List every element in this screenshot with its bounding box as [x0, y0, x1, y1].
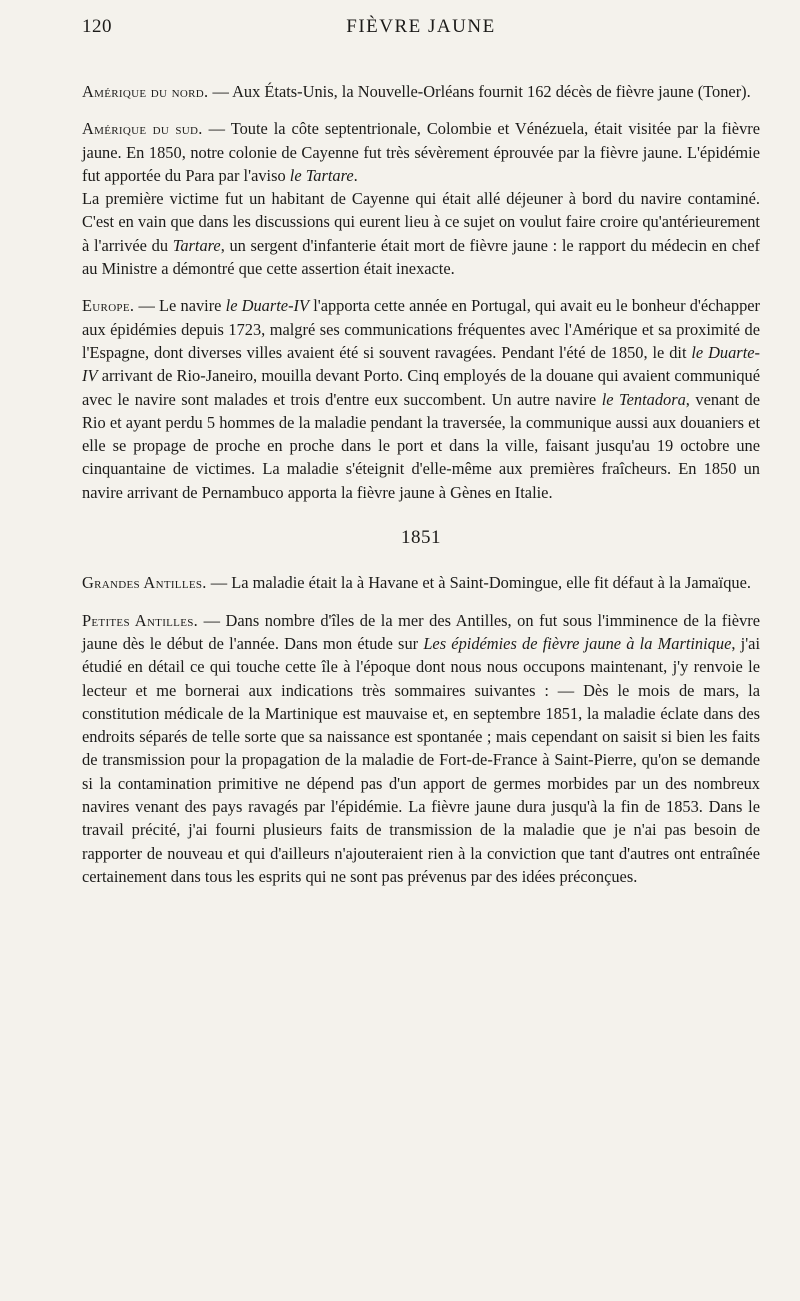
paragraph-text: — Toute la côte septentrionale, Colombie et Vénézuela, était visitée par la fièvre jaune. En 1850, notre colonie de Cayenne fut très sévèrement éprouvée par la fièvre jaune. L'épidémie fut apportée du Para par l'aviso — [82, 119, 760, 185]
ship-name: le Tartare — [289, 165, 354, 185]
paragraph-text: — Aux États-Unis, la Nouvelle-Orléans fournit 162 décès de fièvre jaune (Toner). — [208, 82, 751, 101]
section-lead-north-america: Amérique du nord. — [82, 82, 209, 101]
paragraph-north-america — [82, 80, 760, 103]
paragraph-text: . — [353, 165, 358, 185]
page-header — [82, 16, 760, 42]
paragraph-text: l'apporta cette année en Portugal, qui avait eu le bonheur d'échapper aux épidémies depuis 1723, malgré ses communications fréquentes avec l'Amérique et sa proximité de l'Espagne, dont diverses villes avaient été si souvent ravagées. Pendant l'été de 1850, le dit — [82, 296, 760, 362]
paragraph-text: , venant de Rio et ayant perdu 5 hommes de la maladie pendant la traversée, la communique aussi aux douaniers et elle se propage de proche en proche dans le port et dans la ville, faisant jusqu'au 19 octobre une cinquantaine de victimes. La maladie s'éteignit d'elle-même aux premières fraîcheurs. En 1850 un navire arrivant de Pernambuco apporta la fièvre jaune à Gènes en Italie. — [82, 389, 761, 502]
work-title: Les épidémies de fièvre jaune à la Martinique — [423, 633, 732, 653]
year-heading: 1851 — [401, 527, 441, 549]
paragraph-lesser-antilles — [82, 609, 760, 889]
paragraph-text: — Le navire — [134, 296, 226, 316]
ship-name: le Duarte-IV — [82, 342, 760, 386]
paragraph-text: — La maladie était la à Havane et à Saint-Domingue, elle fit défaut à la Jamaïque. — [206, 573, 751, 593]
paragraph-europe — [82, 294, 760, 504]
section-lead-lesser-antilles: Petites Antilles. — [82, 610, 199, 630]
section-lead-south-america: Amérique du sud. — [82, 119, 203, 139]
paragraph-text: arrivant de Rio-Janeiro, mouilla devant Porto. Cinq employés de la douane qui avaient communiqué avec le navire sont malades et trois d'entre eux succombent. Un autre navire — [82, 366, 760, 409]
section-lead-europe: Europe. — [82, 296, 135, 316]
section-lead-greater-antilles: Grandes Antilles. — [82, 573, 207, 593]
paragraph-cayenne — [82, 187, 760, 280]
paragraph-text: , un sergent d'infanterie était mort de fièvre jaune : le rapport du médecin en chef au Ministre a démontré que cette assertion était inexacte. — [82, 235, 760, 279]
paragraph-text: , j'ai étudié en détail ce qui touche cette île à l'époque dont nous nous occupons maintenant, j'y renvoie le lecteur et me bornerai aux indications très sommaires suivantes : — Dès le mois de mars, la constitution médicale de la Martinique est mauvaise et, en septembre 1851, la maladie éclate dans des endroits séparés de telle sorte que sa naissance est spontanée ; mais cependant on saisit si bien les faits de transmission pour la propagation de la maladie de Fort-de-France à Saint-Pierre, qu'on se demande si la contamination primitive ne dépend pas d'un apport de germes morbides par un des nombreux navires venant des pays ravagés par l'épidémie. La fièvre jaune dura jusqu'à la fin de 1853. Dans le travail précité, j'ai fourni plusieurs faits de transmission de la maladie que je n'ai pas besoin de rapporter de nouveau et qui d'ailleurs n'ajouteraient rien à la conviction que tant d'autres ont entraînée certainement dans tous les esprits qui ne sont pas prévenus par des idées préconçues. — [82, 633, 760, 886]
ship-name: Tartare — [172, 235, 221, 255]
paragraph-south-america — [82, 117, 760, 187]
ship-name: le Tentadora — [601, 389, 686, 409]
ship-name: le Duarte-IV — [225, 296, 310, 316]
page-number: 120 — [82, 16, 112, 37]
page-body — [82, 80, 760, 888]
paragraph-text: La première victime fut un habitant de Cayenne qui était allé déjeuner à bord du navire contaminé. C'est en vain que dans les discussions qui eurent lieu à ce sujet on voulut faire croire qu'antérieurement à l'arrivée du — [82, 189, 760, 255]
running-title: FIÈVRE JAUNE — [346, 16, 496, 37]
paragraph-greater-antilles — [82, 571, 760, 594]
paragraph-text: — Dans nombre d'îles de la mer des Antilles, on fut sous l'imminence de la fièvre jaune dès le début de l'année. Dans mon étude sur — [82, 610, 760, 653]
